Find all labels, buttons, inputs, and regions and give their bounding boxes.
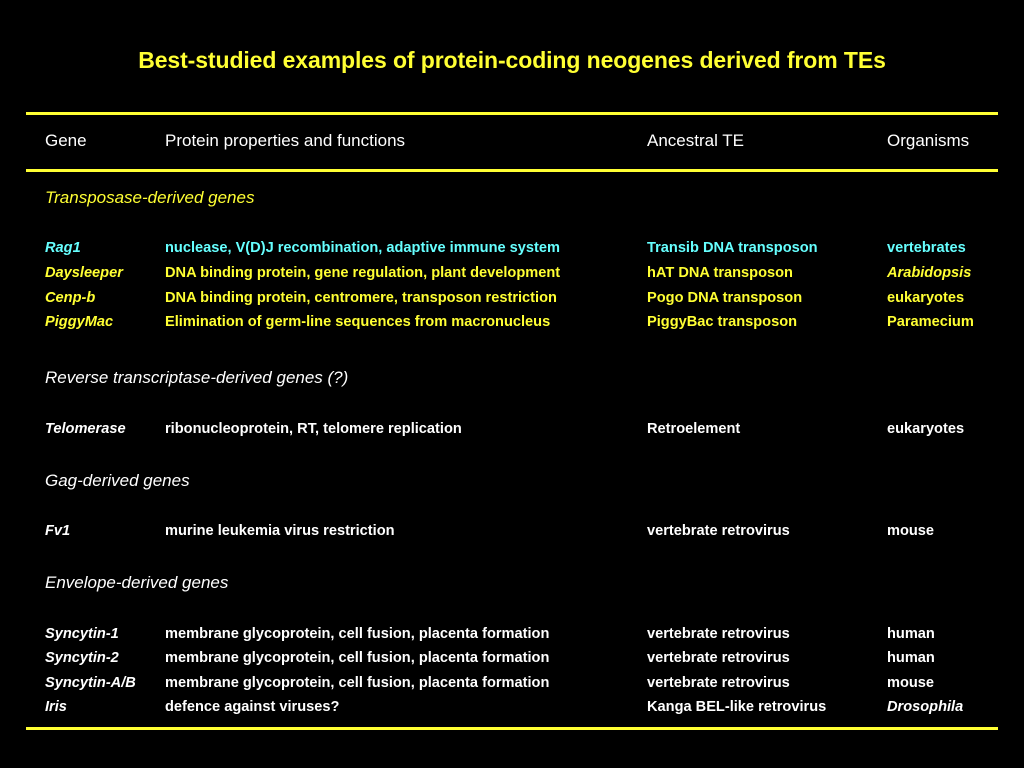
table-row [0,699,1024,719]
protein-cell: DNA binding protein, centromere, transposon restriction [165,290,557,306]
gene-cell: Cenp-b [45,290,96,306]
te-cell: hAT DNA transposon [647,265,793,281]
table-row [0,265,1024,285]
organism-cell: vertebrates [887,240,966,256]
organism-cell: human [887,650,935,666]
table-row [0,240,1024,260]
organism-cell: eukaryotes [887,421,965,437]
organism-cell: mouse [887,523,935,539]
gene-cell: Daysleeper [45,265,123,281]
protein-cell: murine leukemia virus restriction [165,523,395,539]
protein-cell: defence against viruses? [165,699,340,715]
gene-cell: Rag1 [45,240,81,256]
table-row [0,650,1024,670]
protein-cell: Elimination of germ-line sequences from macronucleus [165,314,551,330]
te-cell: vertebrate retrovirus [647,523,790,539]
header-protein: Protein properties and functions [165,131,406,150]
protein-cell: nuclease, V(D)J recombination, adaptive immune system [165,240,560,256]
table-row [0,675,1024,695]
organism-cell: Arabidopsis [887,265,972,281]
section-heading-envelope: Envelope-derived genes [45,573,229,592]
te-cell: Retroelement [647,421,741,437]
header-ancestral-te: Ancestral TE [647,131,745,150]
gene-cell: Fv1 [45,523,71,539]
te-cell: vertebrate retrovirus [647,675,790,691]
table-row [0,290,1024,310]
section-heading-gag: Gag-derived genes [45,471,190,490]
te-cell: Transib DNA transposon [647,240,818,256]
gene-cell: Syncytin-1 [45,626,119,642]
bottom-rule [26,727,998,730]
organism-cell: Paramecium [887,314,974,330]
protein-cell: membrane glycoprotein, cell fusion, placenta formation [165,626,550,642]
table-row [0,314,1024,334]
gene-cell: Syncytin-A/B [45,675,136,691]
organism-cell: Drosophila [887,699,964,715]
table-row [0,626,1024,646]
gene-cell: Syncytin-2 [45,650,119,666]
organism-cell: mouse [887,675,935,691]
protein-cell: membrane glycoprotein, cell fusion, placenta formation [165,650,550,666]
header-gene: Gene [45,131,87,150]
organism-cell: eukaryotes [887,290,965,306]
gene-cell: PiggyMac [45,314,114,330]
te-cell: Kanga BEL-like retrovirus [647,699,827,715]
header-rule [26,169,998,172]
te-cell: vertebrate retrovirus [647,650,790,666]
section-heading-reverse-transcriptase: Reverse transcriptase-derived genes (?) [45,368,349,387]
te-cell: Pogo DNA transposon [647,290,803,306]
header-organisms: Organisms [887,131,970,150]
slide-title: Best-studied examples of protein-coding neogenes derived from TEs [138,47,886,73]
section-heading-transposase: Transposase-derived genes [45,188,255,207]
top-rule [26,112,998,115]
table-row [0,421,1024,441]
protein-cell: membrane glycoprotein, cell fusion, placenta formation [165,675,550,691]
gene-cell: Telomerase [45,421,126,437]
gene-cell: Iris [45,699,67,715]
protein-cell: DNA binding protein, gene regulation, plant development [165,265,561,281]
table-row [0,523,1024,543]
te-cell: vertebrate retrovirus [647,626,790,642]
te-cell: PiggyBac transposon [647,314,798,330]
protein-cell: ribonucleoprotein, RT, telomere replication [165,421,462,437]
organism-cell: human [887,626,935,642]
